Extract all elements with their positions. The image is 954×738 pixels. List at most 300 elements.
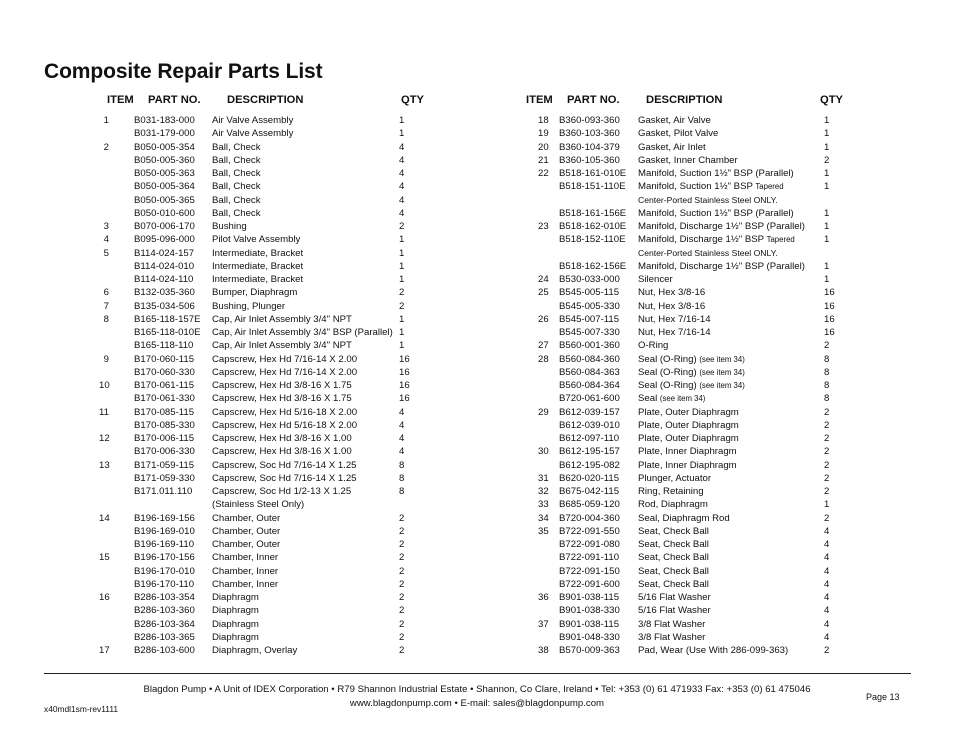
table-row (477, 406, 954, 419)
table-row (0, 485, 477, 498)
part-number: B171.011.110 (134, 486, 193, 497)
description-note: Tapered (766, 235, 795, 245)
part-description: Chamber, Outer (212, 525, 281, 537)
item-number: 16 (99, 592, 110, 603)
part-number: B518-151-110E (559, 181, 626, 193)
part-number: B545-007-330 (559, 327, 620, 338)
document-id: x40mdl1sm-rev1111 (44, 704, 119, 714)
part-number: B560-084-364 (559, 380, 620, 391)
part-number: B620-020-115 (559, 472, 620, 484)
part-number: B612-195-082 (559, 459, 620, 471)
quantity: 4 (824, 592, 830, 603)
table-row (477, 194, 954, 207)
part-number: B675-042-115 (559, 486, 620, 497)
quantity: 4 (399, 406, 405, 418)
part-number: B165-118-010E (134, 327, 201, 338)
part-number: B196-170-010 (134, 565, 195, 577)
table-row (0, 525, 477, 538)
table-row (0, 472, 477, 485)
part-number: B360-105-360 (559, 154, 620, 166)
table-row (0, 565, 477, 578)
part-description: Cap, Air Inlet Assembly 3/4" BSP (Parallel) (212, 327, 393, 338)
part-number: B196-170-156 (134, 552, 195, 564)
quantity: 4 (399, 168, 405, 179)
description-note: (see item 34) (699, 354, 745, 364)
part-number: B901-048-330 (559, 631, 620, 643)
part-number: B518-161-010E (559, 168, 627, 179)
table-row (0, 512, 477, 525)
part-number: B165-118-157E (134, 313, 201, 325)
part-description: Pilot Valve Assembly (212, 234, 301, 246)
part-description: Capscrew, Hex Hd 7/16-14 X 2.00 (212, 353, 358, 365)
item-number: 31 (538, 472, 549, 484)
part-description: Capscrew, Hex Hd 3/8-16 X 1.75 (212, 380, 352, 391)
table-row (0, 273, 477, 286)
table-row (0, 578, 477, 591)
table-row (477, 551, 954, 564)
item-number: 18 (538, 115, 549, 126)
table-row (0, 154, 477, 167)
item-number: 2 (103, 141, 109, 153)
part-description: Air Valve Assembly (212, 128, 294, 140)
table-row (0, 194, 477, 207)
quantity: 4 (399, 194, 405, 206)
table-row (0, 445, 477, 458)
table-row (477, 273, 954, 286)
part-number: B031-183-000 (134, 115, 195, 126)
part-number: B170-085-330 (134, 419, 195, 431)
item-number: 34 (538, 512, 549, 524)
part-description: Seat, Check Ball (638, 525, 709, 537)
part-number: B050-005-364 (134, 181, 195, 193)
part-number: B196-170-110 (134, 578, 195, 590)
part-description: Manifold, Suction 1½" BSP (Parallel) (638, 168, 794, 179)
quantity: 1 (399, 128, 405, 140)
part-description: Capscrew, Soc Hd 7/16-14 X 1.25 (212, 459, 357, 471)
part-description: Nut, Hex 3/8-16 (638, 287, 706, 299)
quantity: 4 (824, 539, 830, 550)
table-row (0, 207, 477, 220)
quantity: 16 (824, 287, 835, 299)
part-description: Nut, Hex 7/16-14 (638, 327, 711, 338)
part-description: Bumper, Diaphragm (212, 287, 298, 299)
part-description: Chamber, Outer (212, 539, 281, 550)
table-row (0, 233, 477, 246)
part-number: B612-097-110 (559, 433, 620, 444)
description-main: Seal (638, 393, 658, 405)
part-description: Ball, Check (212, 207, 261, 219)
quantity: 16 (824, 327, 835, 338)
header-desc-right: DESCRIPTION (646, 94, 723, 106)
table-row (477, 604, 954, 617)
description-note: (see item 34) (699, 381, 745, 390)
header-item-right: ITEM (526, 94, 553, 106)
part-number: B560-001-360 (559, 340, 620, 352)
part-description: Cap, Air Inlet Assembly 3/4" NPT (212, 340, 352, 352)
part-number: B165-118-110 (134, 340, 194, 352)
part-description: Nut, Hex 7/16-14 (638, 313, 711, 325)
description-main: Seal (O-Ring) (638, 353, 697, 365)
part-description: Silencer (638, 274, 673, 285)
quantity: 2 (399, 645, 405, 656)
table-row (477, 459, 954, 472)
quantity: 1 (399, 115, 405, 126)
part-description: Seat, Check Ball (638, 565, 709, 577)
part-description: 3/8 Flat Washer (638, 631, 706, 643)
part-description (638, 379, 745, 392)
part-description: Capscrew, Hex Hd 5/16-18 X 2.00 (212, 406, 358, 418)
table-row (0, 631, 477, 644)
table-row (477, 141, 954, 154)
part-number: B360-093-360 (559, 115, 620, 126)
item-number: 1 (103, 115, 109, 126)
part-number: B170-060-330 (134, 366, 195, 378)
quantity: 1 (824, 499, 830, 511)
quantity: 2 (824, 154, 830, 166)
description-continuation: Center-Ported Stainless Steel ONLY. (638, 247, 778, 258)
part-description: Plate, Outer Diaphragm (638, 433, 739, 444)
part-number: B545-005-115 (559, 287, 620, 299)
part-description: Diaphragm (212, 631, 259, 643)
part-description: Seal, Diaphragm Rod (638, 512, 730, 524)
quantity: 1 (824, 221, 830, 232)
item-number: 38 (538, 645, 549, 656)
part-number: B901-038-115 (559, 618, 620, 630)
part-number: B722-091-080 (559, 539, 620, 550)
part-description: Chamber, Outer (212, 512, 281, 524)
part-number: B685-059-120 (559, 499, 620, 511)
quantity: 4 (399, 141, 405, 153)
quantity: 1 (824, 274, 830, 285)
table-row (477, 419, 954, 432)
part-description: 3/8 Flat Washer (638, 618, 706, 630)
part-number: B135-034-506 (134, 300, 195, 312)
quantity: 1 (824, 141, 830, 153)
quantity: 1 (824, 234, 830, 246)
table-row (477, 247, 954, 260)
item-number: 33 (538, 499, 549, 511)
part-description: Plate, Outer Diaphragm (638, 419, 739, 431)
quantity: 1 (399, 313, 405, 325)
part-description: Seat, Check Ball (638, 539, 709, 550)
table-row (0, 141, 477, 154)
part-description: Seat, Check Ball (638, 578, 709, 590)
part-number: B901-038-330 (559, 605, 620, 617)
quantity: 2 (824, 419, 830, 431)
quantity: 1 (824, 260, 830, 272)
table-row (0, 618, 477, 631)
part-number: B286-103-600 (134, 645, 195, 656)
part-number: B132-035-360 (134, 287, 195, 299)
item-number: 26 (538, 313, 549, 325)
quantity: 16 (399, 380, 410, 391)
part-number: B114-024-157 (134, 247, 195, 259)
quantity: 8 (399, 486, 405, 497)
quantity: 1 (824, 181, 830, 193)
quantity: 4 (824, 618, 830, 630)
quantity: 2 (399, 552, 405, 564)
description-note: (see item 34) (699, 367, 745, 377)
part-description: 5/16 Flat Washer (638, 592, 711, 603)
quantity: 1 (824, 207, 830, 219)
part-number: B360-104-379 (559, 141, 620, 153)
table-row (477, 618, 954, 631)
quantity: 4 (824, 605, 830, 617)
part-number: B570-009-363 (559, 645, 620, 656)
part-description (638, 233, 795, 246)
quantity: 2 (399, 287, 405, 299)
part-description: Air Valve Assembly (212, 115, 294, 126)
item-number: 27 (538, 340, 549, 352)
part-description: Manifold, Discharge 1½" BSP (Parallel) (638, 260, 805, 272)
quantity: 2 (824, 459, 830, 471)
quantity: 2 (824, 340, 830, 352)
table-row (477, 326, 954, 339)
table-row (477, 313, 954, 326)
part-number: B170-085-115 (134, 406, 195, 418)
part-description: Ring, Retaining (638, 486, 704, 497)
item-number: 25 (538, 287, 549, 299)
table-row (477, 180, 954, 193)
part-description: Gasket, Air Valve (638, 115, 711, 126)
part-description: Rod, Diaphragm (638, 499, 708, 511)
table-row (477, 565, 954, 578)
quantity: 1 (399, 340, 405, 352)
part-number: B518-152-110E (559, 234, 626, 246)
item-number: 9 (103, 353, 109, 365)
part-number: B286-103-354 (134, 592, 195, 603)
part-description: Intermediate, Bracket (212, 247, 304, 259)
page-title: Composite Repair Parts List (44, 60, 323, 83)
quantity: 16 (399, 393, 410, 405)
quantity: 8 (824, 366, 830, 378)
part-number: B171-059-330 (134, 472, 195, 484)
part-number: B170-061-330 (134, 393, 195, 405)
part-description: Pad, Wear (Use With 286-099-363) (638, 645, 789, 656)
part-number: B360-103-360 (559, 128, 620, 140)
part-number: B545-007-115 (559, 313, 620, 325)
quantity: 8 (399, 459, 405, 471)
part-description: (Stainless Steel Only) (212, 499, 305, 511)
description-main: Seal (O-Ring) (638, 366, 697, 378)
quantity: 4 (824, 525, 830, 537)
table-row (0, 326, 477, 339)
part-number: B720-004-360 (559, 512, 620, 524)
quantity: 4 (399, 181, 405, 193)
part-number: B196-169-156 (134, 512, 195, 524)
part-number: B722-091-110 (559, 552, 620, 564)
part-number: B901-038-115 (559, 592, 620, 603)
item-number: 36 (538, 592, 549, 603)
part-description: Capscrew, Hex Hd 5/16-18 X 2.00 (212, 419, 358, 431)
item-number: 21 (538, 154, 549, 166)
table-row (0, 591, 477, 604)
header-desc-left: DESCRIPTION (227, 94, 304, 106)
quantity: 4 (824, 565, 830, 577)
header-item-left: ITEM (107, 94, 134, 106)
part-description (638, 180, 784, 193)
item-number: 30 (538, 446, 549, 458)
table-row (477, 485, 954, 498)
quantity: 2 (399, 539, 405, 550)
item-number: 32 (538, 486, 549, 497)
part-description: Diaphragm (212, 618, 259, 630)
quantity: 2 (824, 645, 830, 656)
quantity: 1 (824, 128, 830, 140)
footer-address: Blagdon Pump • A Unit of IDEX Corporation • R79 Shannon Industrial Estate • Shannon, Co Clare, Ireland • Tel: +353 (0) 61 471933 Fax: +353 (0) 61 475046 (143, 684, 811, 695)
item-number: 14 (99, 512, 110, 524)
table-row (0, 300, 477, 313)
table-row (0, 419, 477, 432)
footer-divider (44, 673, 911, 674)
item-number: 3 (103, 221, 109, 232)
table-row (477, 578, 954, 591)
part-number: B612-039-010 (559, 419, 620, 431)
quantity: 1 (824, 115, 830, 126)
quantity: 16 (824, 300, 835, 312)
table-row (477, 127, 954, 140)
part-description (638, 366, 745, 379)
item-number: 37 (538, 618, 549, 630)
part-description: Cap, Air Inlet Assembly 3/4" NPT (212, 313, 352, 325)
quantity: 2 (399, 221, 405, 232)
table-row (0, 286, 477, 299)
part-number: B518-161-156E (559, 207, 627, 219)
part-number: B560-084-363 (559, 366, 620, 378)
item-number: 17 (99, 645, 110, 656)
part-number: B722-091-150 (559, 565, 620, 577)
part-number: B196-169-010 (134, 525, 195, 537)
part-number: B530-033-000 (559, 274, 620, 285)
part-number: B722-091-600 (559, 578, 620, 590)
part-description: Diaphragm, Overlay (212, 645, 298, 656)
table-row (477, 432, 954, 445)
table-row (477, 538, 954, 551)
part-description: Gasket, Air Inlet (638, 141, 706, 153)
part-number: B612-195-157 (559, 446, 620, 458)
part-description: Manifold, Suction 1½" BSP (Parallel) (638, 207, 794, 219)
part-description: Plate, Inner Diaphragm (638, 459, 737, 471)
part-number: B050-010-600 (134, 207, 195, 219)
quantity: 4 (399, 207, 405, 219)
table-row (477, 644, 954, 657)
table-row (477, 286, 954, 299)
quantity: 2 (824, 472, 830, 484)
part-number: B171-059-115 (134, 459, 195, 471)
table-row (477, 472, 954, 485)
table-row (0, 353, 477, 366)
table-row (0, 551, 477, 564)
table-row (0, 459, 477, 472)
page-number: Page 13 (866, 692, 900, 702)
part-description: Nut, Hex 3/8-16 (638, 300, 706, 312)
quantity: 8 (824, 393, 830, 405)
header-part-left: PART NO. (148, 94, 201, 106)
table-row (477, 207, 954, 220)
part-description: Ball, Check (212, 141, 261, 153)
quantity: 2 (824, 406, 830, 418)
part-description (638, 353, 745, 366)
quantity: 2 (399, 525, 405, 537)
item-number: 10 (99, 380, 110, 391)
quantity: 16 (399, 366, 410, 378)
part-number: B050-005-360 (134, 154, 195, 166)
quantity: 2 (399, 565, 405, 577)
table-row (477, 392, 954, 405)
quantity: 8 (399, 472, 405, 484)
parts-list-left (0, 114, 477, 657)
item-number: 7 (103, 300, 109, 312)
table-row (0, 313, 477, 326)
table-row (0, 538, 477, 551)
table-row (477, 339, 954, 352)
part-number: B286-103-360 (134, 605, 195, 617)
footer-contact: www.blagdonpump.com • E-mail: sales@blagdonpump.com (349, 698, 605, 709)
table-row (0, 406, 477, 419)
quantity: 8 (824, 353, 830, 365)
part-description: Ball, Check (212, 194, 261, 206)
part-description: O-Ring (638, 340, 669, 352)
table-row (477, 525, 954, 538)
quantity: 2 (399, 631, 405, 643)
part-number: B720-061-600 (559, 393, 620, 405)
part-description: Capscrew, Hex Hd 3/8-16 X 1.00 (212, 446, 352, 458)
part-description: Gasket, Pilot Valve (638, 128, 719, 140)
table-row (477, 260, 954, 273)
table-row (0, 260, 477, 273)
part-description: Capscrew, Hex Hd 7/16-14 X 2.00 (212, 366, 358, 378)
part-description: Capscrew, Soc Hd 1/2-13 X 1.25 (212, 486, 352, 497)
table-row (0, 180, 477, 193)
quantity: 1 (399, 274, 405, 285)
part-description: Diaphragm (212, 605, 259, 617)
description-continuation: Center-Ported Stainless Steel ONLY. (638, 194, 778, 205)
table-row (0, 366, 477, 379)
item-number: 12 (99, 433, 110, 444)
table-row (0, 392, 477, 405)
part-number: B170-061-115 (134, 380, 195, 391)
part-description: Chamber, Inner (212, 552, 279, 564)
quantity: 4 (399, 433, 405, 444)
quantity: 2 (399, 578, 405, 590)
item-number: 20 (538, 141, 549, 153)
table-row (477, 114, 954, 127)
table-row (0, 220, 477, 233)
item-number: 24 (538, 274, 549, 285)
part-number: B545-005-330 (559, 300, 620, 312)
table-row (0, 339, 477, 352)
quantity: 4 (824, 631, 830, 643)
table-row (477, 167, 954, 180)
table-row (0, 498, 477, 511)
part-description: Gasket, Inner Chamber (638, 154, 738, 166)
quantity: 2 (824, 512, 830, 524)
part-number: B518-162-010E (559, 221, 627, 232)
part-description: Capscrew, Hex Hd 3/8-16 X 1.00 (212, 433, 352, 444)
table-row (0, 379, 477, 392)
part-description: Ball, Check (212, 154, 261, 166)
part-number: B518-162-156E (559, 260, 627, 272)
quantity: 2 (399, 618, 405, 630)
table-row (0, 167, 477, 180)
part-description: 5/16 Flat Washer (638, 605, 711, 617)
quantity: 8 (824, 380, 830, 391)
quantity: 1 (399, 327, 405, 338)
quantity: 2 (824, 433, 830, 444)
item-number: 5 (103, 247, 109, 259)
part-number: B070-006-170 (134, 221, 195, 232)
table-row (0, 247, 477, 260)
